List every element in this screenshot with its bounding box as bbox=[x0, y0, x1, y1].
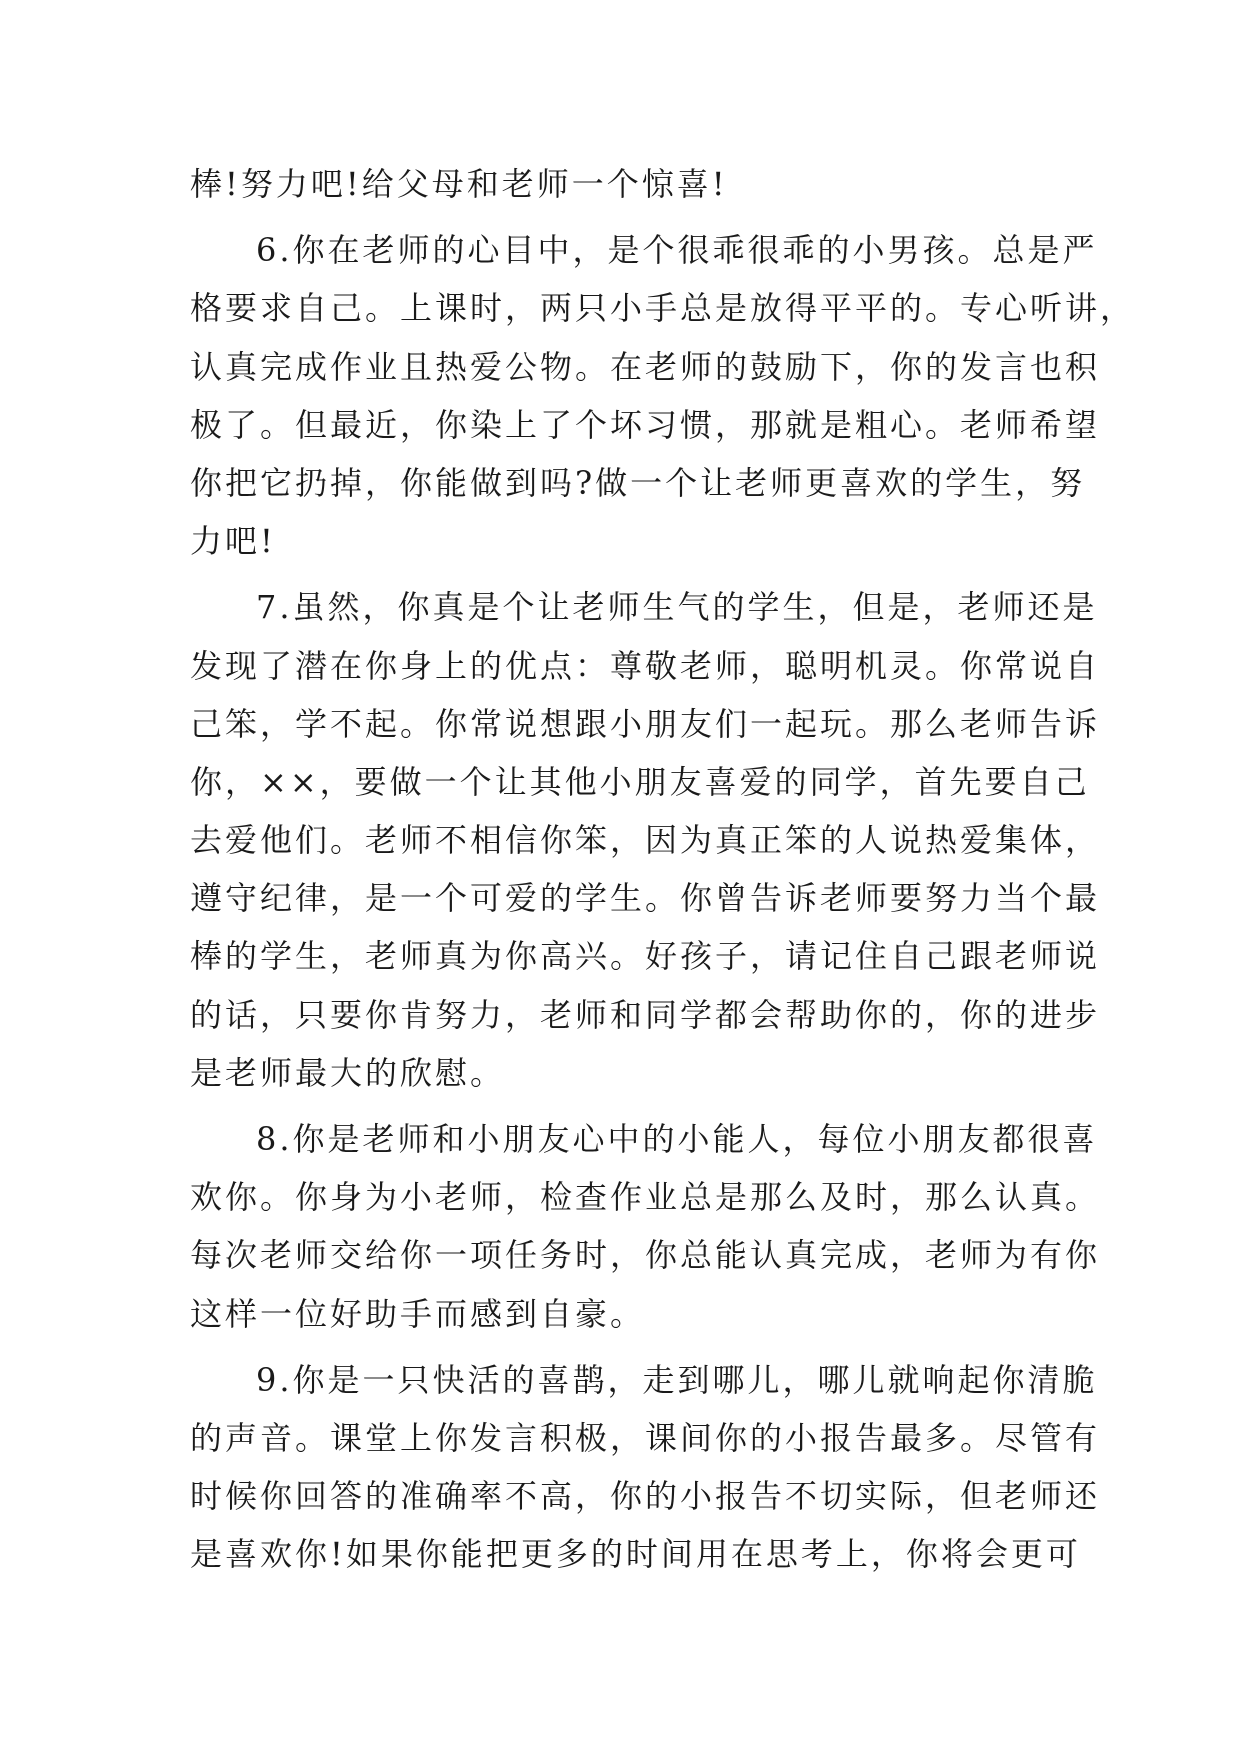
paragraph-5-tail bbox=[190, 155, 1060, 213]
text-line: 发现了潜在你身上的优点：尊敬老师，聪明机灵。你常说自 bbox=[190, 646, 1101, 685]
text-line: 你把它扔掉，你能做到吗?做一个让老师更喜欢的学生，努 bbox=[190, 463, 1086, 502]
text-line: 力吧! bbox=[190, 522, 276, 561]
text-line: 去爱他们。老师不相信你笨，因为真正笨的人说热爱集体， bbox=[190, 821, 1101, 860]
text-line: 棒的学生，老师真为你高兴。好孩子，请记住自己跟老师说 bbox=[190, 937, 1101, 976]
text-line: 7.虽然，你真是个让老师生气的学生，但是，老师还是 bbox=[256, 588, 1098, 627]
text-line: 认真完成作业且热爱公物。在老师的鼓励下，你的发言也积 bbox=[190, 347, 1101, 386]
text-line: 时候你回答的准确率不高，你的小报告不切实际，但老师还 bbox=[190, 1477, 1101, 1516]
text-line: 这样一位好助手而感到自豪。 bbox=[190, 1294, 646, 1333]
text-line: 遵守纪律，是一个可爱的学生。你曾告诉老师要努力当个最 bbox=[190, 879, 1101, 918]
text-line: 8.你是老师和小朋友心中的小能人，每位小朋友都很喜 bbox=[256, 1120, 1098, 1158]
text-line: 极了。但最近，你染上了个坏习惯，那就是粗心。老师希望 bbox=[190, 405, 1101, 444]
text-line: 己笨，学不起。你常说想跟小朋友们一起玩。那么老师告诉 bbox=[190, 704, 1101, 743]
text-line: 格要求自己。上课时，两只小手总是放得平平的。专心听讲， bbox=[190, 289, 1136, 328]
text-line: 每次老师交给你一项任务时，你总能认真完成，老师为有你 bbox=[190, 1236, 1101, 1275]
text-line: 9.你是一只快活的喜鹊，走到哪儿，哪儿就响起你清脆 bbox=[256, 1360, 1098, 1399]
text-line: 6.你在老师的心目中，是个很乖很乖的小男孩。总是严 bbox=[256, 231, 1098, 270]
paragraph-7 bbox=[190, 578, 1101, 1102]
document-body bbox=[190, 155, 1136, 1584]
text-line: 是老师最大的欣慰。 bbox=[190, 1053, 506, 1092]
paragraph-6 bbox=[190, 221, 1136, 570]
text-line: 的声音。课堂上你发言积极，课间你的小报告最多。尽管有 bbox=[190, 1418, 1101, 1457]
text-line: 棒!努力吧!给父母和老师一个惊喜! bbox=[190, 165, 728, 203]
text-line: 欢你。你身为小老师，检查作业总是那么及时，那么认真。 bbox=[190, 1178, 1101, 1217]
text-line: 你，××，要做一个让其他小朋友喜爱的同学，首先要自己 bbox=[190, 762, 1090, 801]
text-line: 的话，只要你肯努力，老师和同学都会帮助你的，你的进步 bbox=[190, 995, 1101, 1034]
paragraph-8 bbox=[190, 1110, 1101, 1343]
paragraph-9 bbox=[190, 1351, 1101, 1584]
text-line: 是喜欢你!如果你能把更多的时间用在思考上，你将会更可 bbox=[190, 1535, 1081, 1574]
